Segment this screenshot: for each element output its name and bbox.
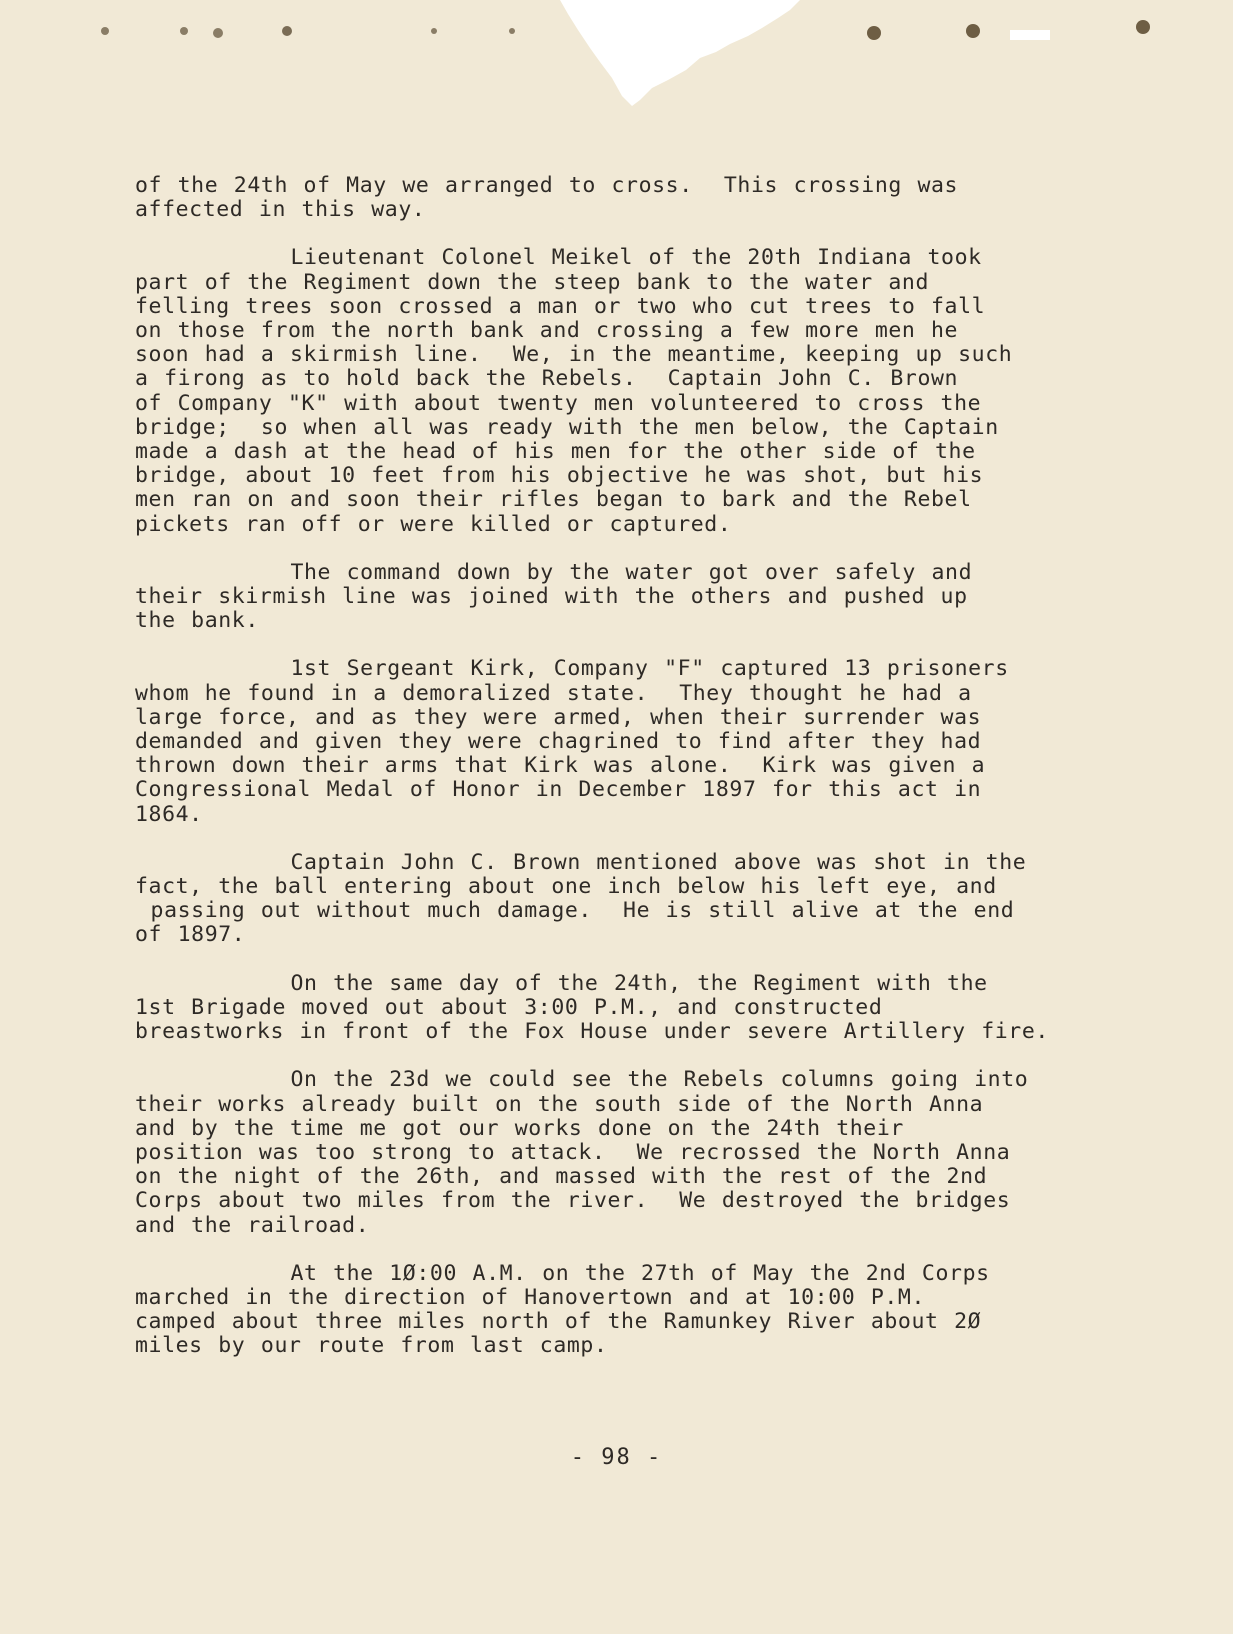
paragraph-gap bbox=[135, 537, 1115, 561]
punch-hole bbox=[1136, 20, 1150, 34]
punch-hole bbox=[966, 24, 980, 38]
paragraph-kirk: 1st Sergeant Kirk, Company "F" captured 13 prisoners whom he found in a demoralized state. They thought he had a large force, and as they were armed, when their surrender was demanded and given they were chagrined to find after they had thrown down their arms that Kirk was alone. Kirk was given a Congressional Medal of Honor in December 1897 for this act in 1864. bbox=[135, 656, 1009, 827]
punch-hole bbox=[431, 28, 437, 34]
paragraph-gap bbox=[135, 948, 1115, 972]
punch-hole bbox=[180, 27, 188, 35]
punch-hole bbox=[867, 26, 881, 40]
paragraph-meikel: Lieutenant Colonel Meikel of the 20th Indiana took part of the Regiment down the steep bank to the water and felling trees soon crossed a man or two who cut trees to fall on those from the north bank and crossing a few more men he soon had a skirmish line. We, in the meantime, keeping up such a firong as to hold back the Rebels. Captain John C. Brown of Company "K" with about twenty men volunteered to cross the bridge; so when all was ready with the men below, the Captain made a dash at the head of his men for the other side of the bridge, about 10 feet from his objective he was shot, but his men ran on and soon their rifles began to bark and the Rebel pickets ran off or were killed or captured. bbox=[135, 245, 1013, 537]
paragraph-hanovertown: At the 1Ø:00 A.M. on the 27th of May the 2nd Corps marched in the direction of Hanovertown and at 10:00 P.M. camped about three miles north of the Ramunkey River about 2Ø miles by our route from last camp. bbox=[135, 1260, 990, 1359]
paragraph-command: The command down by the water got over safely and their skirmish line was joined with the others and pushed up the bank. bbox=[135, 559, 973, 634]
typed-text-body bbox=[135, 174, 1115, 1359]
paragraph-gap bbox=[135, 1044, 1115, 1068]
torn-top-edge bbox=[0, 0, 1233, 120]
paragraph-gap bbox=[135, 827, 1115, 851]
paragraph-gap bbox=[135, 633, 1115, 657]
punch-hole bbox=[509, 28, 515, 34]
page-number: - 98 - bbox=[570, 1445, 663, 1470]
punch-hole bbox=[101, 27, 109, 35]
paragraph-north-anna: On the 23d we could see the Rebels columns going into their works already built on the south side of the North Anna and by the time me got our works done on the 24th their position was too strong to attack. We recrossed the North Anna on the night of the 26th, and massed with the rest of the 2nd Corps about two miles from the river. We destroyed the bridges and the railroad. bbox=[135, 1067, 1029, 1238]
paragraph-gap bbox=[135, 1238, 1115, 1262]
torn-gap-shape bbox=[560, 0, 800, 106]
paragraph-brown: Captain John C. Brown mentioned above was shot in the fact, the ball entering about one inch below his left eye, and passing out without much damage. He is still alive at the end of 1897. bbox=[135, 849, 1027, 948]
torn-gap-shape bbox=[1010, 30, 1050, 40]
punch-hole bbox=[282, 26, 292, 36]
paragraph-fox-house: On the same day of the 24th, the Regiment with the 1st Brigade moved out about 3:00 P.M., and constructed breastworks in front of the Fox House under severe Artillery fire. bbox=[135, 970, 1049, 1045]
paragraph-gap bbox=[135, 222, 1115, 246]
punch-hole bbox=[213, 28, 223, 38]
paragraph-crossing-intro: of the 24th of May we arranged to cross. This crossing was affected in this way. bbox=[135, 173, 959, 223]
